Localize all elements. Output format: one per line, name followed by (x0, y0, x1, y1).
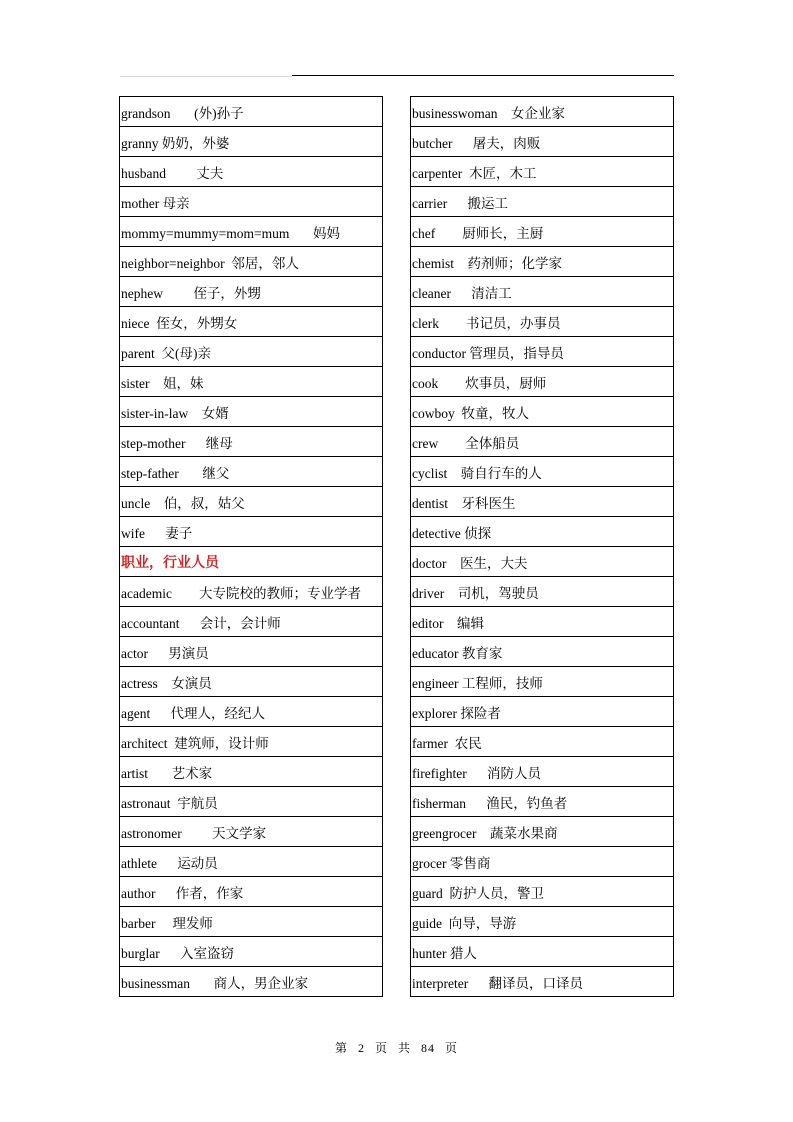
vocab-entry: cook 炊事员，厨师 (411, 367, 673, 397)
vocab-entry: step-mother 继母 (120, 427, 382, 457)
vocab-entry: husband 丈夫 (120, 157, 382, 187)
vocab-entry: cyclist 骑自行车的人 (411, 457, 673, 487)
vocab-entry: uncle 伯，叔，姑父 (120, 487, 382, 517)
vocab-entry: artist 艺术家 (120, 757, 382, 787)
vocab-entry: conductor 管理员，指导员 (411, 337, 673, 367)
vocab-entry: businesswoman 女企业家 (411, 97, 673, 127)
vocab-entry: hunter 猎人 (411, 937, 673, 967)
footer-suffix: 页 (445, 1041, 459, 1055)
vocab-entry: chemist 药剂师；化学家 (411, 247, 673, 277)
vocab-entry: carpenter 木匠，木工 (411, 157, 673, 187)
vocab-entry: greengrocer 蔬菜水果商 (411, 817, 673, 847)
vocab-entry: sister-in-law 女婿 (120, 397, 382, 427)
vocab-entry: explorer 探险者 (411, 697, 673, 727)
vocab-entry: detective 侦探 (411, 517, 673, 547)
footer-page-word: 页 (374, 1041, 388, 1055)
vocab-entry: architect 建筑师，设计师 (120, 727, 382, 757)
vocab-entry: neighbor=neighbor 邻居，邻人 (120, 247, 382, 277)
vocab-entry: cleaner 清洁工 (411, 277, 673, 307)
vocab-entry: guide 向导，导游 (411, 907, 673, 937)
vocab-entry: granny 奶奶，外婆 (120, 127, 382, 157)
vocab-entry: farmer 农民 (411, 727, 673, 757)
header-rule (292, 75, 674, 76)
vocab-entry: wife 妻子 (120, 517, 382, 547)
vocab-entry: editor 编辑 (411, 607, 673, 637)
vocab-entry: carrier 搬运工 (411, 187, 673, 217)
section-heading: 职业，行业人员 (120, 547, 382, 577)
footer-total-pages: 84 (421, 1041, 436, 1055)
vocab-entry: accountant 会计，会计师 (120, 607, 382, 637)
vocab-entry: educator 教育家 (411, 637, 673, 667)
vocab-entry: actress 女演员 (120, 667, 382, 697)
page-footer (0, 1039, 793, 1056)
vocab-entry: engineer 工程师，技师 (411, 667, 673, 697)
footer-page-number: 2 (357, 1041, 365, 1055)
vocab-entry: firefighter 消防人员 (411, 757, 673, 787)
vocab-entry: agent 代理人，经纪人 (120, 697, 382, 727)
vocab-entry: athlete 运动员 (120, 847, 382, 877)
vocab-entry: mother 母亲 (120, 187, 382, 217)
header-rule-light (120, 76, 292, 77)
footer-prefix: 第 (334, 1041, 348, 1055)
vocab-entry: driver 司机，驾驶员 (411, 577, 673, 607)
vocab-table-right (410, 96, 674, 997)
vocab-entry: chef 厨师长，主厨 (411, 217, 673, 247)
vocab-entry: sister 姐，妹 (120, 367, 382, 397)
vocab-entry: doctor 医生，大夫 (411, 547, 673, 577)
vocab-entry: butcher 屠夫，肉贩 (411, 127, 673, 157)
vocab-entry: mommy=mummy=mom=mum 妈妈 (120, 217, 382, 247)
vocab-entry: step-father 继父 (120, 457, 382, 487)
vocab-entry: astronomer 天文学家 (120, 817, 382, 847)
vocab-entry: actor 男演员 (120, 637, 382, 667)
vocab-entry: fisherman 渔民，钓鱼者 (411, 787, 673, 817)
vocab-entry: barber 理发师 (120, 907, 382, 937)
vocab-entry: businessman 商人，男企业家 (121, 975, 309, 991)
vocab-entry: parent 父(母)亲 (120, 337, 382, 367)
vocab-entry: cowboy 牧童，牧人 (411, 397, 673, 427)
vocab-entry: crew 全体船员 (411, 427, 673, 457)
vocab-entry: grocer 零售商 (411, 847, 673, 877)
vocab-entry: grandson (外)孙子 (120, 97, 382, 127)
vocab-entry: guard 防护人员，警卫 (411, 877, 673, 907)
footer-total-word: 共 (398, 1041, 412, 1055)
vocab-entry: interpreter 翻译员，口译员 (412, 975, 583, 991)
vocab-entry: academic 大专院校的教师；专业学者 (120, 577, 382, 607)
vocab-entry: astronaut 宇航员 (120, 787, 382, 817)
vocab-entry: dentist 牙科医生 (411, 487, 673, 517)
vocab-entry: niece 侄女，外甥女 (120, 307, 382, 337)
vocab-entry: clerk 书记员，办事员 (411, 307, 673, 337)
vocab-entry: burglar 入室盗窃 (120, 937, 382, 967)
vocab-table-left (119, 96, 383, 997)
vocab-entry: nephew 侄子，外甥 (120, 277, 382, 307)
vocab-entry: author 作者，作家 (120, 877, 382, 907)
